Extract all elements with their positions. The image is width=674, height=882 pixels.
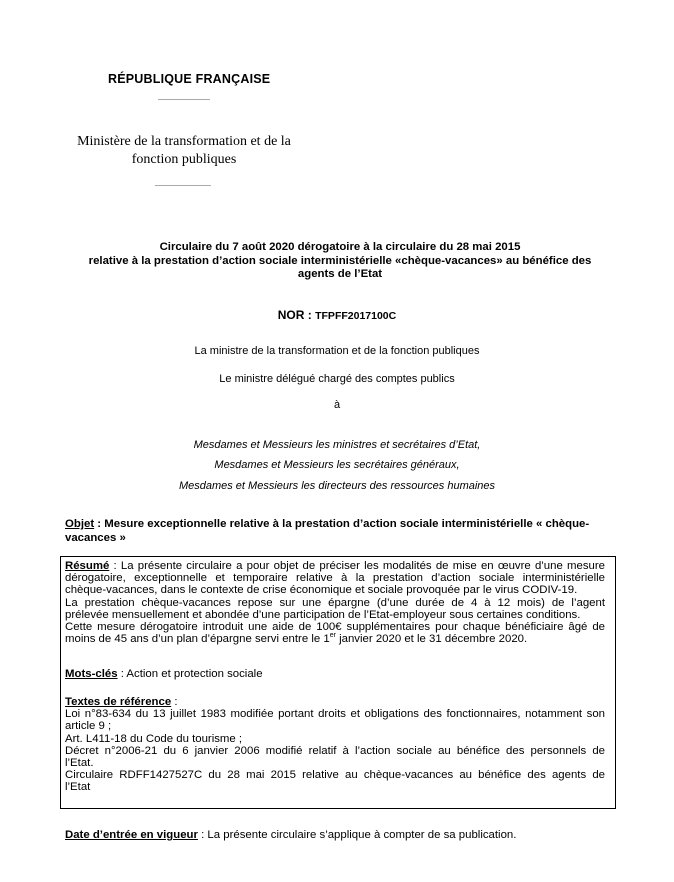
title-line-3: agents de l’Etat <box>297 268 383 280</box>
resume-section <box>65 560 605 645</box>
reference-line-7: l’Etat <box>65 781 91 794</box>
effective-date-text: : La présente circulaire s’applique à compter de sa publication. <box>197 829 517 841</box>
resume-line-1: : La présente circulaire a pour objet de préciser les modalités de mise en œuvre d’une mesure <box>109 560 605 572</box>
resume-line-7b: janvier 2020 et le 31 décembre 2020. <box>335 633 528 646</box>
signatory-1: La ministre de la transformation et de la fonction publiques <box>194 345 480 357</box>
nor-reference <box>0 308 674 322</box>
signatory-2: Le ministre délégué chargé des comptes publics <box>219 373 455 385</box>
objet-section <box>65 517 613 545</box>
nor-label: NOR : <box>277 308 316 322</box>
objet-text-1: : Mesure exceptionnelle relative à la prestation d’action sociale interministérielle « chèque- <box>94 518 590 530</box>
title-line-2: relative à la prestation d’action sociale interministérielle «chèque-vacances» au bénéfice des <box>88 254 592 267</box>
reference-line-6: Circulaire RDFF1427527C du 28 mai 2015 relative au chèque-vacances au bénéfice des agents de <box>65 769 605 782</box>
ministry-line-1: Ministère de la transformation et de la <box>77 134 291 149</box>
references-label: Textes de référence <box>65 696 172 708</box>
keywords-label: Mots-clés <box>65 668 118 680</box>
title-line-1: Circulaire du 7 août 2020 dérogatoire à la circulaire du 28 mai 2015 <box>159 241 521 253</box>
divider <box>155 185 211 186</box>
reference-line-2: article 9 ; <box>65 720 112 733</box>
recipient-1: Mesdames et Messieurs les ministres et secrétaires d’Etat, <box>193 439 481 451</box>
resume-line-7a: moins de 45 ans d’un plan d’épargne servi entre le 1 <box>65 633 330 646</box>
ministry-line-2: fonction publiques <box>131 152 237 167</box>
resume-line-6: Cette mesure dérogatoire introduit une aide de 100€ supplémentaires pour chaque bénéficiaire âgé de <box>65 621 605 634</box>
references-section <box>65 696 605 794</box>
recipient-2: Mesdames et Messieurs les secrétaires généraux, <box>214 459 460 471</box>
effective-date-section <box>65 829 605 841</box>
ministry-name <box>60 133 308 169</box>
resume-line-2: dérogatoire, exceptionnelle et temporaire relative à la prestation d’action sociale interministérielle <box>65 572 605 585</box>
objet-text-2: vacances » <box>65 532 126 544</box>
circular-title <box>60 241 620 282</box>
addressed-to: à <box>333 399 341 411</box>
resume-line-4: La prestation chèque-vacances repose sur une épargne (d’une durée de 4 à 12 mois) de l’agent <box>65 596 605 609</box>
reference-line-3: Art. L411-18 du Code du tourisme ; <box>65 732 243 745</box>
objet-label: Objet <box>65 518 95 530</box>
nor-code: TFPFF2017100C <box>315 310 397 322</box>
reference-line-1: Loi n°83-634 du 13 juillet 1983 modifiée portant droits et obligations des fonctionnaires, notamment son <box>65 708 605 721</box>
resume-ordinal: er <box>329 632 336 640</box>
keywords-section <box>65 668 605 680</box>
effective-date-label: Date d’entrée en vigueur <box>65 829 198 841</box>
divider <box>158 99 210 100</box>
references-colon: : <box>171 696 178 708</box>
keywords-text: : Action et protection sociale <box>117 668 263 680</box>
resume-line-5: prélevée mensuellement et abondée d’une participation de l’Etat-employeur sous certaines conditions. <box>65 608 581 621</box>
resume-label: Résumé <box>65 560 110 572</box>
reference-line-4: Décret n°2006-21 du 6 janvier 2006 modifié relatif à l’action sociale au bénéfice des personnels de <box>65 744 605 757</box>
republic-heading: RÉPUBLIQUE FRANÇAISE <box>108 72 271 86</box>
reference-line-5: l’Etat. <box>65 757 94 770</box>
recipient-3: Mesdames et Messieurs les directeurs des ressources humaines <box>178 480 496 492</box>
resume-line-3: chèque-vacances, dans le contexte de crise économique et sociale provoquée par le virus CODIV-19. <box>65 584 578 597</box>
